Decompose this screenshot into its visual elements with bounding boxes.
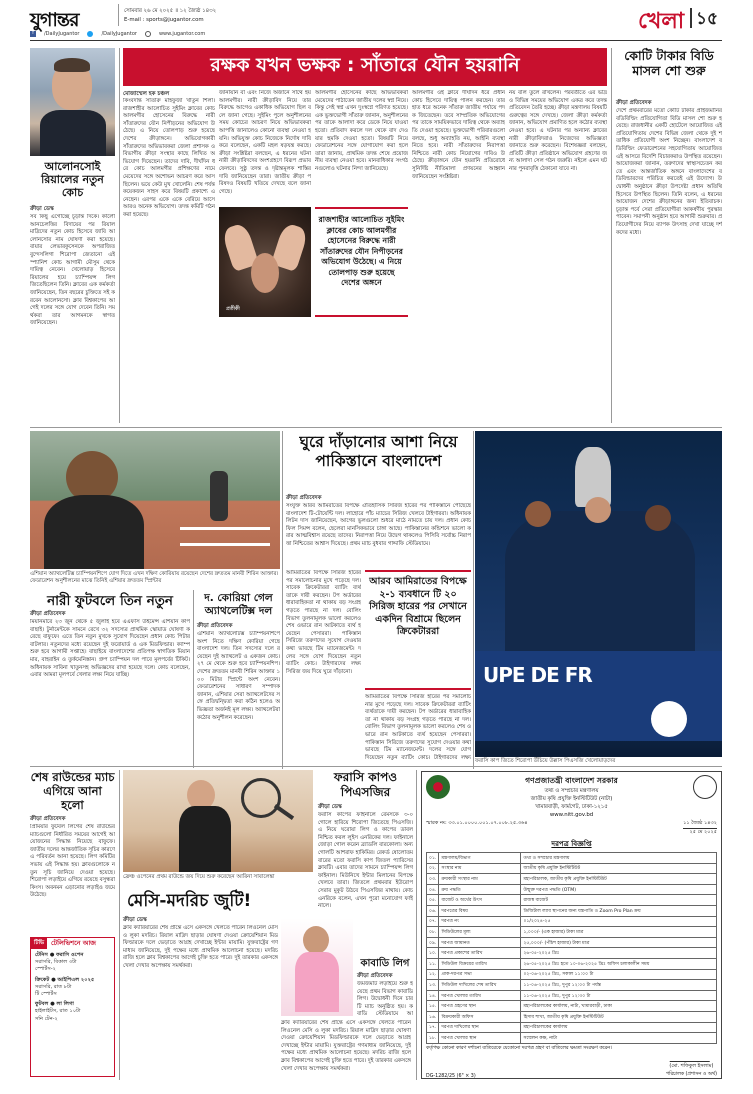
messi-credit: ক্রীড়া ডেস্ক <box>123 917 147 923</box>
main-col-2: জানায়নি বা এবং নিজে অজানে সাথে হয় আলমগীর। নারী ক্রীড়াবিদ নিয়ে তার বিরুদ্ধে আগেও একাধিক অভিযোগ ছিল বলে জানা গেছে। সুইমিং পুলে অনুশীলনের সময় কোচের আচরণ নিয়ে অভিভাবকরা আপত্তি জানালেও কোনো ব্যবস্থা নেওয়া হয়নি। অভিযুক্ত কোচ নিজেকে নির্দোষ দাবি করে বলেছেন, একটি মহল ষড়যন্ত্র করছে। ক্রীড়া সংশ্লিষ্টরা বলছেন, এ ধরনের ঘটনা নারী ক্রীড়াবিদদের অংশগ্রহণে বিরূপ প্রভাব ফেলবে। সুষ্ঠু তদন্ত ও দৃষ্টান্তমূলক শাস্তির দাবি জানিয়েছেন তারা। জাতীয় ক্রীড়া পরিষদও বিষয়টি খতিয়ে দেখছে বলে জানা গেছে। <box>219 90 311 195</box>
tender-date-bn: ১১ জ্যৈষ্ঠ ১৪৩২ <box>683 820 717 829</box>
tender-row <box>427 863 717 874</box>
tv-box <box>30 937 115 1077</box>
office-logo-icon <box>693 775 717 799</box>
muscle-body: দেশে প্রথমবারের মতো কোটি টাকার প্রাইজমানির বডিবিল্ডিং প্রতিযোগিতা বিডি মাসল শো শুরু হয়েছে। রাজধানীর একটি হোটেলে আয়োজিত এই প্রতিযোগিতায় দেশের বিভিন্ন জেলা থেকে দুই শতাধিক প্রতিযোগী অংশ নিচ্ছেন। বাংলাদেশ বডিবিল্ডিং ফেডারেশনের সহযোগিতায় আয়োজিত এই আসরে বিদেশি বিচারকরাও উপস্থিত রয়েছেন। আয়োজকরা জানান, তরুণদের স্বাস্থ্যসচেতন করতে এবং আন্তর্জাতিক অঙ্গনে বাংলাদেশের বডিবিল্ডারদের পরিচিত করতেই এই উদ্যোগ। উদ্বোধনী অনুষ্ঠানে ক্রীড়া উপদেষ্টা প্রধান অতিথি হিসেবে উপস্থিত ছিলেন। তিনি বলেন, এ ধরনের আয়োজন দেশের ক্রীড়াঙ্গনের জন্য ইতিবাচক। চূড়ান্ত পর্বে সেরা প্রতিযোগীরা আকর্ষণীয় পুরস্কার পাবেন। সমাপনী অনুষ্ঠান হবে আগামী শুক্রবার। প্রতিযোগীদের নিয়ে ব্যাপক উৎসাহ দেখা যাচ্ছে দর্শকদের মধ্যে। <box>616 108 722 236</box>
tender-row <box>427 990 717 1001</box>
korea-headline[interactable]: দ. কোরিয়া গেল অ্যাথলেটিক্স দল <box>204 592 273 617</box>
tender-row <box>427 927 717 938</box>
tender-row <box>427 969 717 980</box>
last-round-body: প্রিমিয়ার ফুটবল লিগের শেষ রাউন্ডের ম্যাচগুলো নির্ধারিত সময়ের আগেই আয়োজনের সিদ্ধান্ত নিয়েছে বাফুফে। জাতীয় দলের আন্তর্জাতিক সূচির কারণে এ পরিবর্তন আনা হয়েছে। লিগ কমিটির সভায় এই সিদ্ধান্ত হয়। ক্লাবগুলোকে নতুন সূচি জানিয়ে দেওয়া হয়েছে। শিরোপা লড়াইয়ে এগিয়ে রয়েছে বসুন্ধরা কিংস। অবনমন এড়ানোর লড়াইও জমে উঠেছে। <box>30 824 115 899</box>
kabaddi-headline[interactable]: কাবাডি লিগ <box>360 958 410 969</box>
section-email[interactable]: E-mail : sports@jugantor.com <box>124 17 204 23</box>
social-bar <box>30 29 310 38</box>
tender-row <box>427 905 717 916</box>
tender-row-number: ০৯. <box>427 937 439 948</box>
tender-signer: (মো. শফিকুল ইসলাম) <box>669 1062 714 1069</box>
tender-row <box>427 916 717 927</box>
tender-row-number: ১৬. <box>427 1011 439 1022</box>
masthead <box>30 4 722 44</box>
tender-row <box>427 853 717 864</box>
tender-row-value: তথ্য ও সম্প্রচার মন্ত্রণালয় <box>521 853 717 864</box>
alonso-headline[interactable]: আলোনসোই রিয়ালের নতুন কোচ <box>41 160 104 199</box>
psg-caption: ফরাসি কাপ জিতে শিরোপা উঁচিয়ে উল্লাস পিএসজি খেলোয়াড়দের <box>475 758 616 764</box>
tender-row-label: দরপত্র দাখিলের স্থান <box>439 1022 521 1033</box>
tender-dg-number: DG-1282/25 (6" × 3) <box>426 1073 476 1079</box>
signature-mark <box>670 1054 713 1062</box>
tender-row-number: ১৮. <box>427 1033 439 1044</box>
twitter-handle[interactable]: /DailyJugantor <box>101 30 137 37</box>
tender-row-number: ১৫. <box>427 1001 439 1012</box>
tv-item: স্পোর্টস-২ <box>35 966 57 973</box>
kabaddi-credit: ক্রীড়া প্রতিবেদক <box>357 973 393 979</box>
pakistan-credit: ক্রীড়া প্রতিবেদক <box>286 495 322 501</box>
tender-row <box>427 1033 717 1044</box>
main-pullquote <box>315 207 408 317</box>
tender-row-label: দরপত্র খোলার স্থান <box>439 1033 521 1044</box>
tennis-caption: ফ্রেঞ্চ ওপেনের প্রথম রাউন্ডে জয় দিয়ে শুরু করেছেন আরিনা সাবালেঙ্কা <box>123 874 275 880</box>
main-credit: মোজাম্মেল হক চঞ্চল <box>123 91 170 97</box>
tender-row-value: ০২-০৬-২০২৫ খ্রিঃ, সকাল ১১:০০ টা <box>521 969 717 980</box>
tender-office: জাতীয় কৃষি প্রযুক্তি ইনস্টিটিউট (নাটা) <box>530 796 613 802</box>
tender-row-number: ১৭. <box>427 1022 439 1033</box>
tender-row-value: হিসাব শাখা, জাতীয় কৃষি প্রযুক্তি ইনস্টিটিউট <box>521 1011 717 1022</box>
messi-headline[interactable]: মেসি-মদরিচ জুটি! <box>127 891 252 911</box>
tender-title: দরপত্র বিজ্ঞপ্তি <box>551 840 592 848</box>
twitter-icon <box>87 31 93 37</box>
messi-headline-box <box>123 890 313 914</box>
tender-table <box>426 852 717 1044</box>
tender-ministry: তথ্য ও সম্প্রচার মন্ত্রণালয় <box>544 788 599 794</box>
tender-row-number: ০৬. <box>427 905 439 916</box>
tender-row-number: ১৪. <box>427 990 439 1001</box>
women-football-credit: ক্রীড়া প্রতিবেদক <box>30 611 66 617</box>
psg-body: ফরাসি কাপের ফাইনালে রেঁমসকে ৩-০ গোলে হারিয়ে শিরোপা জিতেছে পিএসজি। এ নিয়ে ঘরোয়া লিগ ও কাপের ডাবল নিশ্চিত করল লুইস এনরিকের দল। ফাইনালে জোড়া গোল করেন ব্র্যাডলি বারকোলা। অন্য গোলটি আশরাফ হাকিমির। রেকর্ড ষোলোতম বারের মতো ফরাসি কাপ জিতল প্যারিসের ক্লাবটি। এবার তাদের সামনে চ্যাম্পিয়ন্স লিগ ফাইনাল। মিউনিখে ইন্টার মিলানের বিপক্ষে খেলবে তারা। জিতলে প্রথমবার ইউরোপ সেরার মুকুট উঠবে পিএসজির মাথায়। কোচ এনরিকে বলেন, এখন পুরো মনোযোগ ফাইনালে। <box>318 812 413 910</box>
tender-row-value: ২৬-০৫-২০২৫ খ্রিঃ <box>521 948 717 959</box>
tender-row-value: মহাপরিচালকের কার্যালয় <box>521 1022 717 1033</box>
tender-row <box>427 937 717 948</box>
tender-row-label: ক্রয়কারী সংস্থার নাম <box>439 874 521 885</box>
tender-row-label: বাজেট ও অর্থের উৎস <box>439 895 521 906</box>
psg-celebration-photo: UPE DE FR <box>475 431 722 757</box>
tender-row-label: দরপত্র জামানত <box>439 937 521 948</box>
tv-item: সনি টেন-২ <box>35 1015 58 1022</box>
pakistan-callout <box>365 570 471 690</box>
tender-row-value: মহাপরিচালক, জাতীয় কৃষি প্রযুক্তি ইনস্টিটিউট <box>521 874 717 885</box>
tender-row-label: দরপত্র খোলার তারিখ <box>439 990 521 1001</box>
main-col-4: আলমগীর ওই ক্লাবে দীর্ঘদিন ধরে প্রধান কোচ হিসেবে দায়িত্ব পালন করছেন। তার হাত ধরে অনেক সাঁতারু জাতীয় পর্যায়ে পদক জিতেছেন। তবে সাম্প্রতিক অভিযোগের পর তাকে সাময়িকভাবে দায়িত্ব থেকে অব্যাহতি দেওয়া হয়েছে। ভুক্তভোগী পরিবারগুলো বলছে, শুধু অব্যাহতি নয়, আইনি ব্যবস্থা নিতে হবে। নারী সাঁতারুদের নিরাপত্তা নিশ্চিতে নারী কোচ নিয়োগের দাবিও উঠেছে। ক্রীড়াঙ্গনে যৌন হয়রানি প্রতিরোধে সুনির্দিষ্ট নীতিমালা প্রণয়নের আহ্বান জানিয়েছেন সংশ্লিষ্টরা। <box>412 90 505 180</box>
tender-row-label: দরপত্র নং <box>439 916 521 927</box>
tender-row-value: ০১/২০২৪-২৫ <box>521 916 717 927</box>
athlete-caption: এশিয়ান অ্যাথলেটিক্স চ্যাম্পিয়নশিপে যোগ দিতে এখন দক্ষিণ কোরিয়ায় রয়েছেন দেশের দ্রুততম মানবী শিরিন আক্তার। ফেডারেশন অনুশীলনের মাঝে তিনিই এশিয়ার দ্রুততম স্প্রিন্টার <box>30 571 279 584</box>
pakistan-body-3: আমিরাতের বিপক্ষে সিরিজ হারের পর সমালোচনার মুখে পড়েছে দল। সাবেক ক্রিকেটাররা ব্যাটিং ব্যর্থতাকে দায়ী করছেন। টপ অর্ডারের ধারাবাহিকতা না থাকায় বড় সংগ্রহ গড়তে পারছে না দল। বোলিং বিভাগ তুলনামূলক ভালো করলেও শেষ ওভারে রান আটকাতে ব্যর্থ হয়েছেন পেসাররা। পাকিস্তান সিরিজে তরুণদের সুযোগ দেওয়ার কথা ভাবছে টিম ম্যানেজমেন্ট। দলের সঙ্গে যোগ দিয়েছেন নতুন ব্যাটিং কোচ। টাইগারদের লক্ষ্য <box>365 694 471 760</box>
tender-memo: স্মারক নং: ৩৩.০১.০০০০.০০১.০৭.০০৮.২৫.৩৬৪ <box>426 820 528 826</box>
tender-row <box>427 958 717 969</box>
tender-row-number: ০৫. <box>427 895 439 906</box>
pakistan-headline[interactable]: ঘুরে দাঁড়ানোর আশা নিয়ে পাকিস্তানে বাংলাদেশ <box>299 433 458 470</box>
tender-row-label: সংস্থার নাম <box>439 863 521 874</box>
issue-date: সোমবার ২৬ মে ২০২৫ ॥ ১২ জ্যৈষ্ঠ ১৪৩২ <box>124 8 217 14</box>
tender-row-label: সিডিউলের মূল্য <box>439 927 521 938</box>
tender-row-value: মহাপরিচালকের কার্যালয়, নাটা, খামারবাড়ী, ঢাকা <box>521 1001 717 1012</box>
tender-row <box>427 874 717 885</box>
tv-item: টেনিস ● ফরাসি ওপেন <box>35 952 84 958</box>
tender-date-en: ২৫ মে ২০২৫ <box>689 829 717 835</box>
tender-row-label: বিক্রয়কারী অফিস <box>439 1011 521 1022</box>
tender-row-value: ডিজিটাল ল্যাব স্থাপনের জন্য যন্ত্রপাতি ও Zoom Pro Plan ক্রয় <box>521 905 717 916</box>
tender-row-label: ক্রয় পদ্ধতি <box>439 884 521 895</box>
tender-signer-role: পরিচালক (প্রশাসন ও অর্থ) <box>665 1071 717 1077</box>
tennis-photo <box>123 770 313 872</box>
main-col-1: কিংবদন্তি সাঁতারু মাহফুজা খাতুন শিলা। রাজশাহীর আলোচিত সুইমিং ক্লাবের কোচ আলমগীর হোসেনের বিরুদ্ধে নারী সাঁতারুদের যৌন নিপীড়নের অভিযোগ উঠেছে। এ নিয়ে তোলপাড় শুরু হয়েছে দেশের ক্রীড়াঙ্গনে। অভিযোগকারী সাঁতারুদের অভিভাবকরা জেলা প্রশাসক ও বিভাগীয় ক্রীড়া সংস্থার কাছে লিখিত অভিযোগ দিয়েছেন। তাদের দাবি, দীর্ঘদিন ধরে কোচ আলমগীর প্রশিক্ষণের নামে মেয়েদের সঙ্গে অশোভন আচরণ করে আসছিলেন। ভয়ে কেউ মুখ খোলেনি। শেষ পর্যন্ত কয়েকজন সাহস করে বিষয়টি প্রকাশ্যে এনেছেন। এরপর একে একে বেরিয়ে আসে আরও অনেক অভিযোগ। তদন্ত কমিটি গঠন করা হয়েছে। <box>123 98 215 218</box>
tender-row-value: রাজস্ব বাজেট <box>521 895 717 906</box>
website-link[interactable]: www.jugantor.com <box>158 30 206 37</box>
tender-address: খামারবাড়ী, ফার্মগেট, ঢাকা-১২১৫ <box>535 804 608 810</box>
athlete-photo <box>30 431 280 569</box>
illustration-label: প্রতীকী <box>226 306 240 312</box>
korea-credit: ক্রীড়া প্রতিবেদক <box>197 623 233 629</box>
tv-item: ফুটবল ● লা লিগা <box>35 1001 74 1008</box>
tender-notice <box>421 771 722 1079</box>
tender-row-value: জাতীয় কৃষি প্রযুক্তি ইনস্টিটিউট <box>521 863 717 874</box>
tender-row <box>427 980 717 991</box>
tender-row-value: ১১-০৬-২০২৫ খ্রিঃ, দুপুর ১২:৩০ টা <box>521 990 717 1001</box>
harassment-illustration <box>219 207 311 317</box>
tender-row-value: ২৬-০৫-২০২৫ খ্রিঃ হতে ১০-০৬-২০২৫ খ্রিঃ অফিস চলাকালীন সময় <box>521 958 717 969</box>
women-football-body: মিয়ানমারে ২৩ জুন থেকে ৫ জুলাই হবে এএফসি উইমেন্স এশিয়ান কাপ বাছাই। টুর্নামেন্টকে সামনে রেখে ৩২ সদস্যের প্রাথমিক স্কোয়াড ঘোষণা করেছে বাফুফে। এতে তিন নতুন মুখকে সুযোগ দিয়েছেন প্রধান কোচ পিটার বাটলার। নতুনদের মধ্যে রয়েছেন দুই ফরোয়ার্ড ও এক মিডফিল্ডার। ক্যাম্প শুরু হবে আগামী সপ্তাহে। বাছাইয়ে বাংলাদেশের প্রতিপক্ষ স্বাগতিক মিয়ানমার, বাহরাইন ও তুর্কমেনিস্তান। গ্রুপ চ্যাম্পিয়ন দল পাবে মূলপর্বের টিকিট। অধিনায়ক সাবিনা খাতুনসহ অভিজ্ঞদের রাখা হয়েছে দলে। কোচ বলেছেন, এবার আমরা মূলপর্বে খেলার লক্ষ্য নিয়ে যাচ্ছি। <box>30 619 190 679</box>
tv-item: সরাসরি, রাত ৮টা <box>35 983 72 990</box>
tv-item: ক্রিকেট ● আইপিএল ২০২৫ <box>35 976 95 983</box>
messi-body: ক্লাব ক্যারিয়ারের শেষ প্রান্তে এসে একসঙ্গে খেলতে পারেন লিওনেল মেসি ও লুকা মদরিচ। রিয়াল মাদ্রিদ ছাড়ার ঘোষণা দেওয়া ক্রোয়েশিয়ান মিডফিল্ডারকে দলে ভেড়াতে আগ্রহ দেখাচ্ছে ইন্টার মায়ামি। যুক্তরাষ্ট্রের গণমাধ্যম জানিয়েছে, দুই পক্ষের মধ্যে প্রাথমিক আলোচনা হয়েছে। মদরিচ রাজি হলে ক্লাব বিশ্বকাপের আগেই চুক্তি হতে পারে। দুই তারকার একসঙ্গে খেলা দেখার অপেক্ষায় সমর্থকরা। <box>123 925 278 969</box>
main-headline-banner <box>123 48 607 86</box>
tv-badge: টিভি <box>31 938 47 949</box>
alonso-credit: ক্রীড়া ডেস্ক <box>30 206 54 212</box>
tender-note: কর্তৃপক্ষ কোনো কারণ দর্শানো ব্যতিরেকে যেকোনো দরপত্র গ্রহণ বা বাতিলের ক্ষমতা সংরক্ষণ করেন। <box>426 1045 612 1051</box>
tender-row <box>427 1001 717 1012</box>
pullquote-text: রাজশাহীর আলোচিত সুইমিং ক্লাবের কোচ আলমগীর হোসেনের বিরুদ্ধে নারী সাঁতারুদের যৌন নিপীড়নের অভিযোগ উঠেছে। এ নিয়ে তোলপাড় শুরু হয়েছে দেশের অঙ্গনে <box>318 215 405 287</box>
tv-header: টেলিভিশনে আজ <box>51 939 96 947</box>
kabaddi-body: জমজমাট লড়াইয়ে শুরু হয়েছে প্রথম বিভাগ কাবাডি লিগ। উদ্বোধনী দিনে চারটি ম্যাচ অনুষ্ঠিত হয়। কবাডি স্টেডিয়ামে আ <box>357 981 413 1017</box>
tender-row-value: ১১-০৬-২০২৫ খ্রিঃ, দুপুর ১২:০০ টা পর্যন্ত <box>521 980 717 991</box>
alonso-photo <box>30 48 115 156</box>
last-round-credit: ক্রীড়া প্রতিবেদক <box>30 816 66 822</box>
pakistan-body-2: আমিরাতের বিপক্ষে সিরিজ হারের পর সমালোচনার মুখে পড়েছে দল। সাবেক ক্রিকেটাররা ব্যাটিং ব্যর্থতাকে দায়ী করছেন। টপ অর্ডারের ধারাবাহিকতা না থাকায় বড় সংগ্রহ গড়তে পারছে না দল। বোলিং বিভাগ তুলনামূলক ভালো করলেও শেষ ওভারে রান আটকাতে ব্যর্থ হয়েছেন পেসাররা। পাকিস্তান সিরিজে তরুণদের সুযোগ দেওয়ার কথা ভাবছে টিম ম্যানেজমেন্ট। দলের সঙ্গে যোগ দিয়েছেন নতুন ব্যাটিং কোচ। টাইগারদের লক্ষ্য সিরিজ জয় দিয়ে ঘুরে দাঁড়ানো। <box>286 570 361 675</box>
tv-item: হাইলাইটস, রাত ১০টা <box>35 1008 81 1015</box>
tender-site[interactable]: www.nitt.gov.bd <box>549 812 594 818</box>
tender-row <box>427 948 717 959</box>
tv-item: টি স্পোর্টস <box>35 991 57 998</box>
tender-row-label: সিডিউল দাখিলের শেষ তারিখ <box>439 980 521 991</box>
tender-row-number: ১০. <box>427 948 439 959</box>
tender-row-number: ০৮. <box>427 927 439 938</box>
section-title: খেলা <box>638 9 685 34</box>
women-football-headline[interactable]: নারী ফুটবলে তিন নতুন <box>47 593 173 609</box>
tender-row-label: মন্ত্রণালয়/বিভাগ <box>439 853 521 864</box>
main-col-5: নয় বলি তুলে রাখলেন। পরবর্তীতে এর ভদ্রি ও বিভিন্ন সময়ের অভিযোগ একত্র করে তদন্ত প্রতিবেদন তৈরি হচ্ছে। ক্রীড়া মন্ত্রণালয় বিষয়টি গুরুত্বের সঙ্গে দেখছে। জেলা ক্রীড়া কর্মকর্তা জানান, অভিযোগ প্রমাণিত হলে কঠোর ব্যবস্থা নেওয়া হবে। এ ঘটনার পর অন্যান্য ক্লাবের নারী ক্রীড়াবিদরাও নিজেদের অভিজ্ঞতা জানাতে শুরু করেছেন। বিশেষজ্ঞরা বলছেন, প্রতিটি ক্রীড়া প্রতিষ্ঠানে অভিযোগ গ্রহণের জন্য আলাদা সেল গঠন জরুরি। নইলে এমন ঘটনার পুনরাবৃত্তি ঠেকানো যাবে না। <box>509 90 607 172</box>
govt-emblem-icon <box>426 775 450 799</box>
page-number: ১৫ <box>696 9 719 29</box>
last-round-headline[interactable]: শেষ রাউন্ডের ম্যাচ এগিয়ে আনা হলো <box>30 770 115 812</box>
tender-row <box>427 1022 717 1033</box>
tender-row-value: উন্মুক্ত দরপত্র পদ্ধতি (OTM) <box>521 884 717 895</box>
tv-item: সরাসরি, বিকাল ৩টা <box>35 959 77 966</box>
tender-row-value: সম্মেলন কক্ষ, নাটা <box>521 1033 717 1044</box>
tender-row-label: দরপত্র প্রকাশের তারিখ <box>439 948 521 959</box>
pakistan-body: সংযুক্ত আরব আমিরাতের বিপক্ষে ঐতিহাসিক সিরিজ হারের পর পাকিস্তানে পৌঁছেছে বাংলাদেশ টি-টোয়েন্টি দল। লাহোরে পাঁচ ম্যাচের সিরিজ খেলবে টাইগাররা। অধিনায়ক লিটন দাস জানিয়েছেন, আগের ভুলগুলো শুধরে মাঠে নামতে চায় দল। প্রধান কোচ ফিল সিমন্স বলেন, ছেলেরা মানসিকভাবে চাঙ্গা আছে। পাকিস্তানের কন্ডিশনে ভালো করার আত্মবিশ্বাস রয়েছে তাদের। নিরাপত্তা নিয়ে উদ্বেগ থাকলেও পিসিবি সর্বোচ্চ নিরাপত্তা নিশ্চিতের আশ্বাস দিয়েছে। প্রথম ম্যাচ বুধবার গাদ্দাফি স্টেডিয়ামে। <box>286 503 471 547</box>
tender-row-number: ০১. <box>427 853 439 864</box>
tender-row-number: ০৪. <box>427 884 439 895</box>
muscle-credit: ক্রীড়া প্রতিবেদক <box>616 100 652 106</box>
globe-icon <box>145 31 151 37</box>
tender-row-label: প্রাক-দরপত্র সভা <box>439 969 521 980</box>
tender-row-number: ০৩. <box>427 874 439 885</box>
tender-row-number: ১১. <box>427 958 439 969</box>
facebook-icon: f <box>30 31 36 37</box>
callout-text: আরব আমিরাতের বিপক্ষে ২-১ ব্যবধানে টি ২০ সিরিজ হারের পর সেখানে একদিন বিশ্রামে ছিলেন ক্রিকেটাররা <box>369 576 467 637</box>
facebook-handle[interactable]: /DailyJugantor <box>44 30 80 37</box>
tender-row-number: ০৭. <box>427 916 439 927</box>
alonso-body: সব কিছু এগোচ্ছে চূড়ান্ত দিকে। কার্লো আনচেলত্তির বিদায়ের পর রিয়াল মাদ্রিদের নতুন কোচ হিসেবে জাবি আলোনসোর নাম ঘোষণা করা হয়েছে। বায়ার লেভারকুসেনকে অপরাজিত বুন্দেসলিগা শিরোপা জেতানো এই স্প্যানিশ কোচ আগামী মৌসুম থেকে দায়িত্ব নেবেন। খেলোয়াড় হিসেবে রিয়ালের হয়ে চ্যাম্পিয়ন্স লিগ জিতেছিলেন তিনি। ক্লাবের এক কর্মকর্তা জানিয়েছেন, তিন বছরের চুক্তিতে সই করবেন আলোনসো। ক্লাব বিশ্বকাপের আগেই দলের সঙ্গে যোগ দেবেন তিনি। সমর্থকরা তার আগমনকে স্বাগত জানিয়েছেন। <box>30 214 115 327</box>
messi-body-2: ক্লাব ক্যারিয়ারের শেষ প্রান্তে এসে একসঙ্গে খেলতে পারেন লিওনেল মেসি ও লুকা মদরিচ। রিয়াল মাদ্রিদ ছাড়ার ঘোষণা দেওয়া ক্রোয়েশিয়ান মিডফিল্ডারকে দলে ভেড়াতে আগ্রহ দেখাচ্ছে ইন্টার মায়ামি। যুক্তরাষ্ট্রের গণমাধ্যম জানিয়েছে, দুই পক্ষের মধ্যে প্রাথমিক আলোচনা হয়েছে। মদরিচ রাজি হলে ক্লাব বিশ্বকাপের আগেই চুক্তি হতে পারে। দুই তারকার একসঙ্গে খেলা দেখার অপেক্ষায় সমর্থকরা। <box>281 1020 411 1072</box>
tender-row-label: সিডিউল বিক্রয়ের তারিখ <box>439 958 521 969</box>
masthead-logo[interactable]: যুগান্তর <box>30 9 79 31</box>
main-headline[interactable]: রক্ষক যখন ভক্ষক : সাঁতারে যৌন হয়রানি <box>210 54 520 76</box>
psg-credit: ক্রীড়া ডেস্ক <box>318 804 342 810</box>
tender-row-value: ২৫,০০০/- (পঁচিশ হাজার) টাকা মাত্র <box>521 937 717 948</box>
tender-row-value: ১,০০০/- (এক হাজার) টাকা মাত্র <box>521 927 717 938</box>
tender-row <box>427 1011 717 1022</box>
tender-row-label: দরপত্র গ্রহণের স্থান <box>439 1001 521 1012</box>
tender-row <box>427 895 717 906</box>
tender-row <box>427 884 717 895</box>
tender-row-label: দরপত্রের বিষয় <box>439 905 521 916</box>
main-col-3: আলমগীর হোসেনের কাছে অভিভাবকরা মেয়েদের পাঠাতেন জাতীয় দলের স্বপ্ন নিয়ে। কিন্তু সেই স্বপ্ন এখন দুঃস্বপ্নে পরিণত হয়েছে। এক ভুক্তভোগী সাঁতারু জানান, অনুশীলনের পর তাকে আলাদা করে ডেকে নিয়ে যাওয়া হতো। প্রতিবাদ করলে দল থেকে বাদ দেওয়ার হুমকি দেওয়া হতো। বিষয়টি নিয়ে ফেডারেশনের সঙ্গে যোগাযোগ করা হলে তারা জানায়, প্রাথমিক তদন্ত শেষে প্রয়োজনীয় ব্যবস্থা নেওয়া হবে। মানবাধিকার সংগঠনগুলোও ঘটনার নিন্দা জানিয়েছে। <box>315 90 408 172</box>
fff-logo-icon <box>651 701 687 737</box>
tender-gov: গণপ্রজাতন্ত্রী বাংলাদেশ সরকার <box>525 776 618 785</box>
tender-row-number: ১৩. <box>427 980 439 991</box>
psg-headline[interactable]: ফরাসি কাপও পিএসজির <box>333 770 398 799</box>
tender-row-number: ১২. <box>427 969 439 980</box>
korea-body: এশিয়ান অ্যাথলেটিক্স চ্যাম্পিয়নশিপে অংশ নিতে দক্ষিণ কোরিয়া গেছে বাংলাদেশ দল। তিন সদস্যের দলে রয়েছেন দুই অ্যাথলেট ও একজন কোচ। ২৭ মে থেকে শুরু হবে চ্যাম্পিয়নশিপ। দেশের দ্রুততম মানবী শিরিন আক্তার ১০০ মিটার স্প্রিন্টে অংশ নেবেন। ফেডারেশনের সাধারণ সম্পাদক জানান, এশিয়ার সেরা অ্যাথলেটদের সঙ্গে প্রতিদ্বন্দ্বিতা করা কঠিন হলেও অভিজ্ঞতা অর্জনই মূল লক্ষ্য। অ্যাথলেটরা কঠোর অনুশীলন করেছেন। <box>197 631 280 721</box>
muscle-headline[interactable]: কোটি টাকার বিডি মাসল শো শুরু <box>624 48 714 78</box>
tender-row-number: ০২. <box>427 863 439 874</box>
